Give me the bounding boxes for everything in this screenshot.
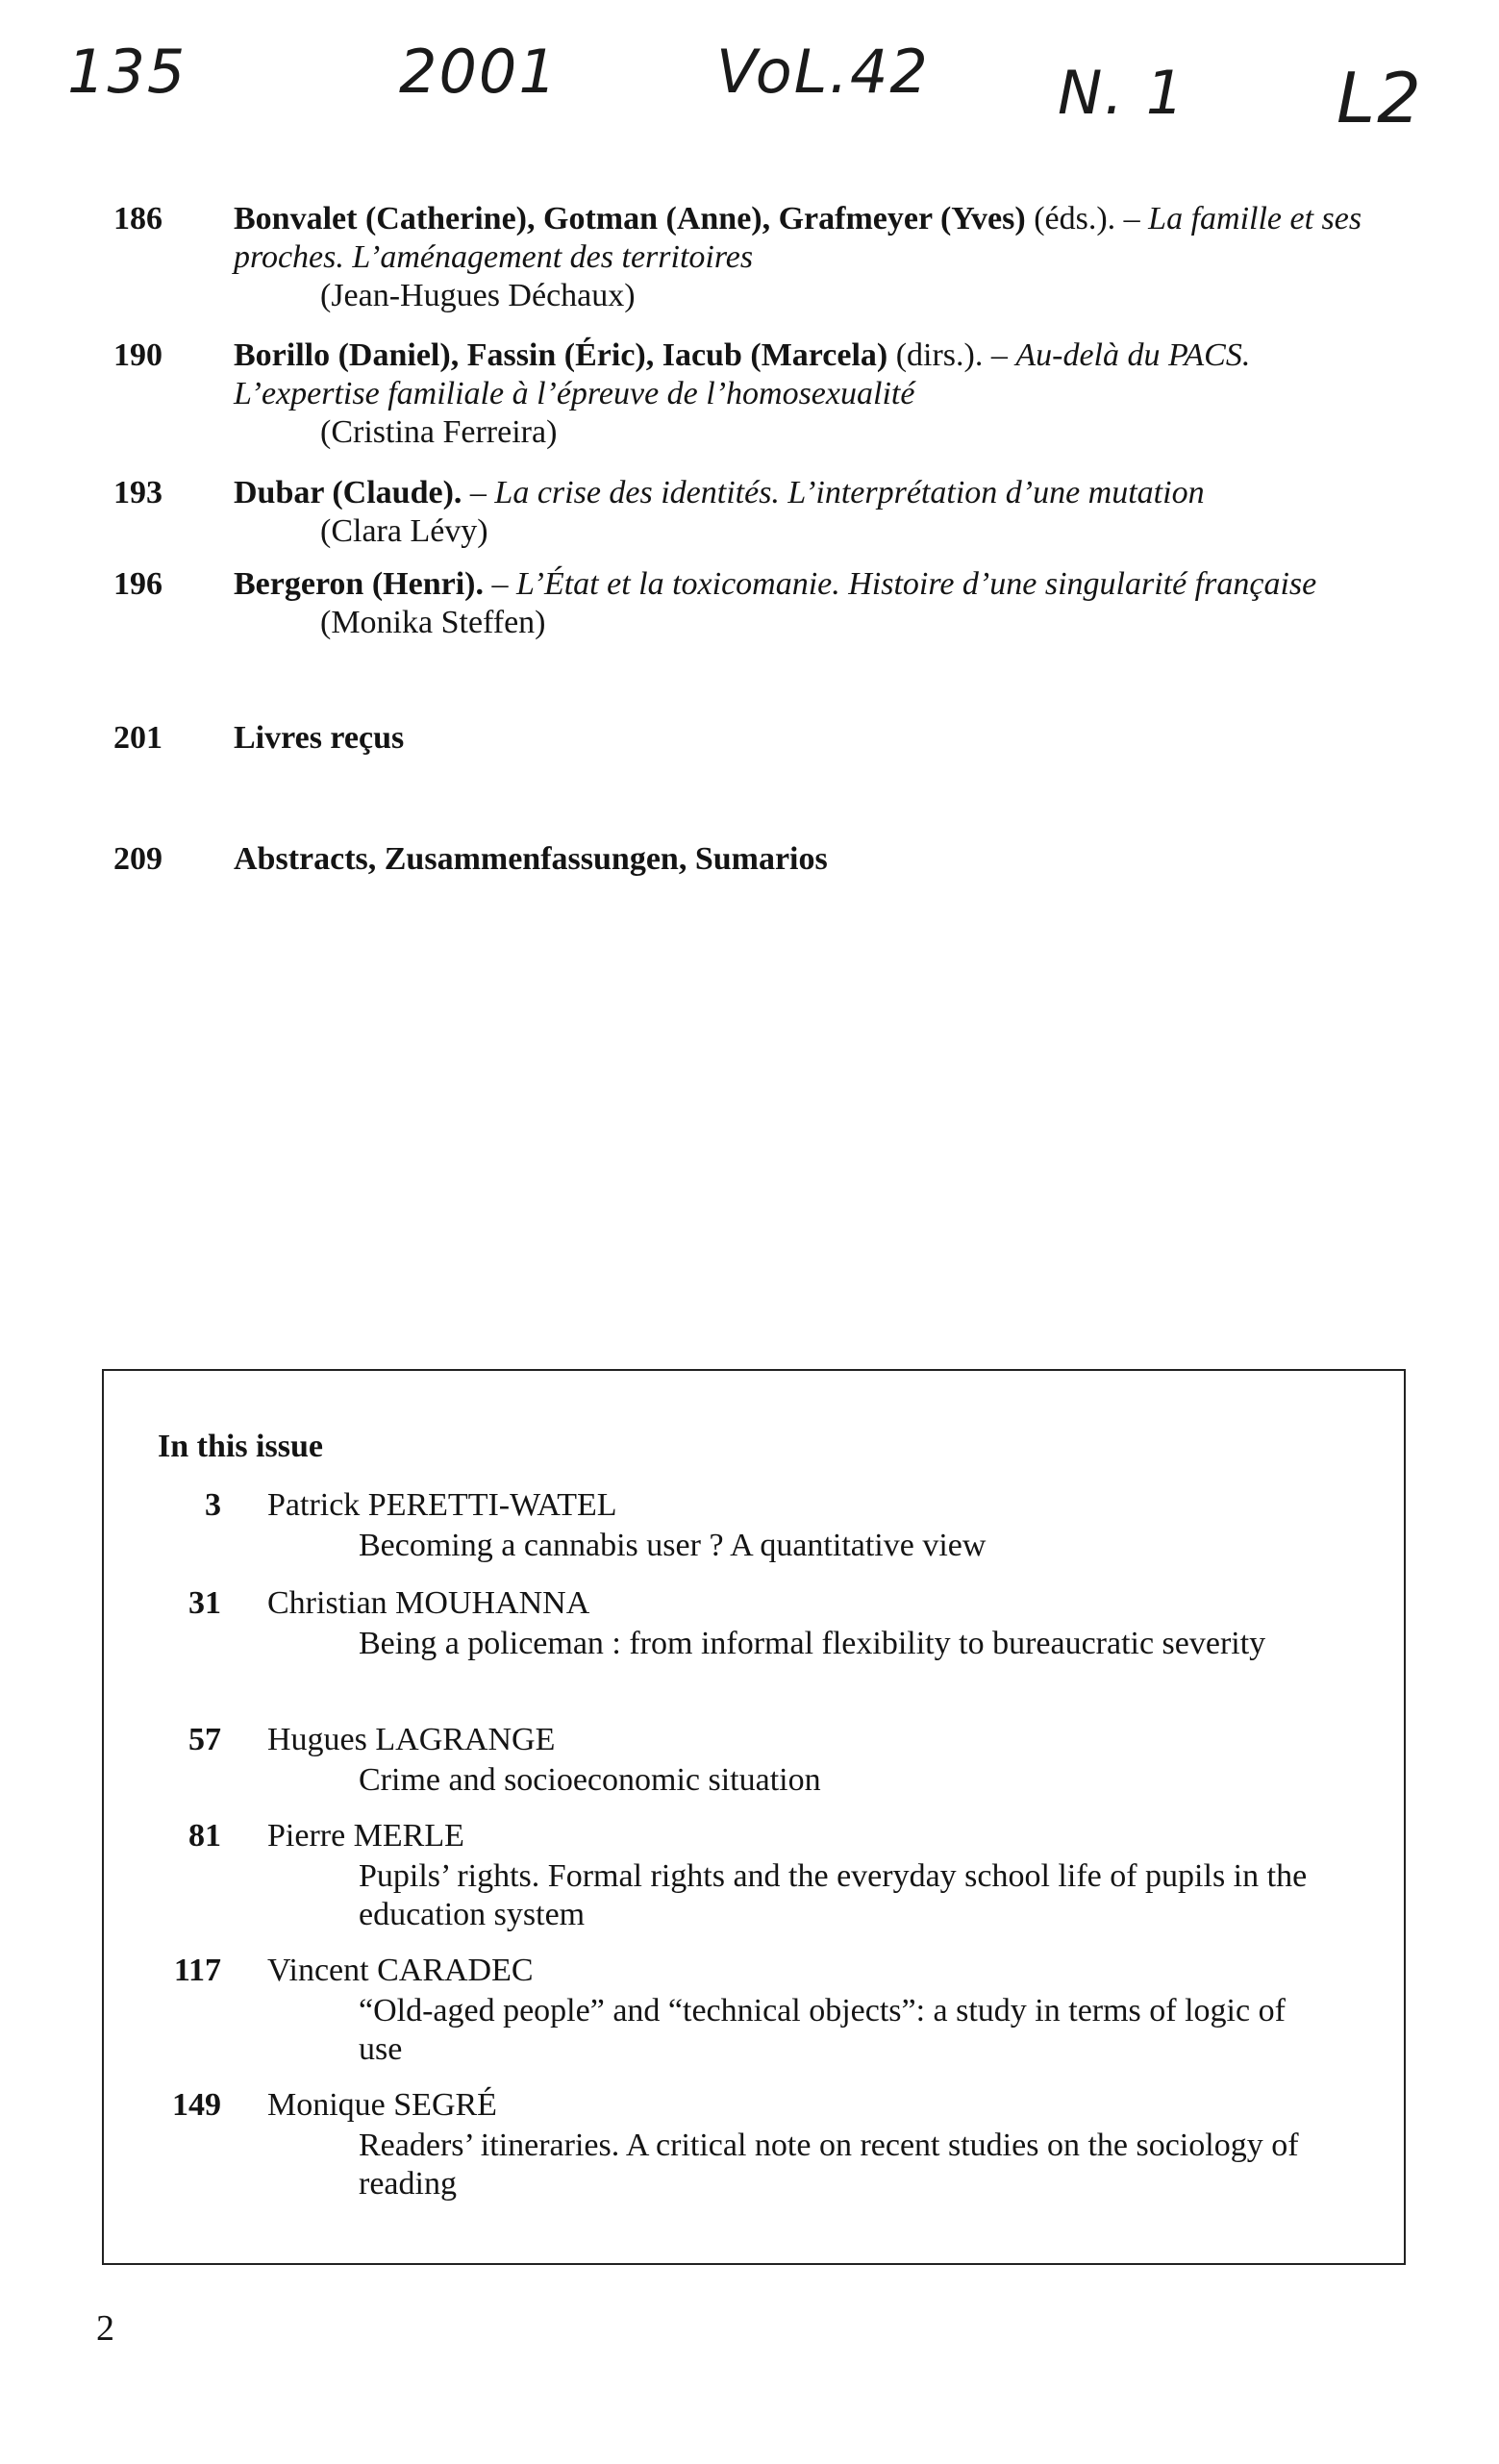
section-label: Abstracts, Zusammenfassungen, Sumarios (234, 841, 828, 877)
review-page: 190 (113, 337, 162, 373)
issue-item-author: Christian MOUHANNA (267, 1585, 590, 1621)
review-title: Au-delà du PACS. L’expertise familiale à l’épreuve de l’homosexualité (234, 337, 1251, 411)
handwritten-ref: 135 (67, 37, 187, 107)
issue-item-author: Hugues LAGRANGE (267, 1722, 556, 1757)
issue-item-page: 57 (188, 1722, 221, 1757)
review-text (234, 336, 1387, 452)
review-role: (éds.). – (1034, 201, 1149, 236)
review-page: 193 (113, 475, 162, 510)
review-title: La famille et ses proches. L’aménagement des territoires (234, 201, 1362, 275)
issue-item-page: 31 (188, 1585, 221, 1621)
section-page: 209 (113, 841, 162, 877)
review-role: – (469, 475, 495, 510)
review-role: – (491, 566, 516, 602)
review-page: 186 (113, 201, 162, 236)
handwritten-volume: VoL.42 (716, 37, 930, 107)
section-label: Livres reçus (234, 720, 405, 756)
page-number: 2 (96, 2308, 114, 2349)
issue-item-title: Becoming a cannabis user ? A quantitative view (359, 1528, 987, 1563)
in-this-issue-box (102, 1369, 1406, 2265)
review-title: L’État et la toxicomanie. Histoire d’une singularité française (515, 566, 1317, 602)
review-reviewer: (Clara Lévy) (320, 513, 488, 549)
issue-item-author: Vincent CARADEC (267, 1953, 534, 1988)
handwritten-code: L2 (1337, 58, 1423, 138)
issue-item-title: Pupils’ rights. Formal rights and the everyday school life of pupils in the education system (359, 1858, 1308, 1932)
review-role: (dirs.). – (895, 337, 1016, 373)
review-authors: Bergeron (Henri). (234, 566, 484, 602)
issue-item-title: Being a policeman : from informal flexibility to bureaucratic severity (359, 1626, 1266, 1661)
review-text (234, 565, 1387, 642)
issue-item-title: Readers’ itineraries. A critical note on recent studies on the sociology of reading (359, 2128, 1299, 2202)
issue-item-page: 117 (173, 1953, 221, 1988)
issue-item-page: 81 (188, 1818, 221, 1854)
review-reviewer: (Monika Steffen) (320, 605, 546, 640)
issue-item-page: 3 (205, 1487, 221, 1523)
review-authors: Borillo (Daniel), Fassin (Éric), Iacub (Marcela) (234, 337, 888, 373)
issue-item-page: 149 (172, 2087, 221, 2123)
issue-item-author: Patrick PERETTI-WATEL (267, 1487, 617, 1523)
review-authors: Dubar (Claude). (234, 475, 462, 510)
review-reviewer: (Cristina Ferreira) (320, 414, 558, 450)
review-text (234, 200, 1387, 315)
issue-item-author: Pierre MERLE (267, 1818, 464, 1854)
issue-item-title: Crime and socioeconomic situation (359, 1762, 821, 1798)
section-page: 201 (113, 720, 162, 756)
issue-item-title: “Old-aged people” and “technical objects”: a study in terms of logic of use (359, 1993, 1286, 2067)
handwritten-number: N. 1 (1058, 58, 1187, 128)
review-text (234, 474, 1387, 551)
review-reviewer: (Jean-Hugues Déchaux) (320, 278, 636, 313)
issue-item-author: Monique SEGRÉ (267, 2087, 497, 2123)
review-authors: Bonvalet (Catherine), Gotman (Anne), Grafmeyer (Yves) (234, 201, 1026, 236)
review-title: La crise des identités. L’interprétation d’une mutation (494, 475, 1205, 510)
review-page: 196 (113, 566, 162, 602)
in-this-issue-heading: In this issue (158, 1429, 323, 1464)
handwritten-year: 2001 (399, 37, 559, 107)
